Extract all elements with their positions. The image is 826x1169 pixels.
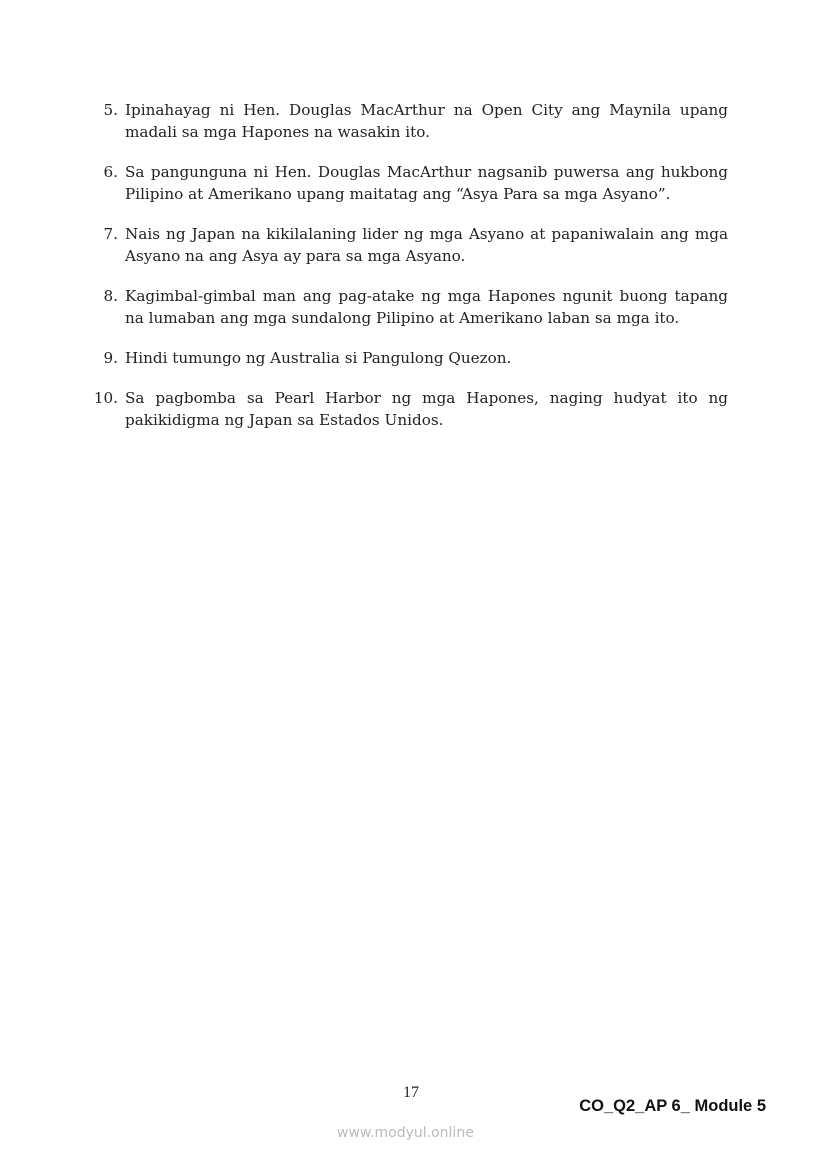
item-text: Ipinahayag ni Hen. Douglas MacArthur na Open City ang Maynila upang madali sa mga Hapones na wasakin ito. <box>125 101 728 141</box>
item-text: Sa pagbomba sa Pearl Harbor ng mga Hapones, naging hudyat ito ng pakikidigma ng Japan sa Estados Unidos. <box>125 389 728 429</box>
page-number: 17 <box>403 1084 419 1101</box>
item-text: Hindi tumungo ng Australia si Pangulong Quezon. <box>125 349 512 367</box>
list-item <box>80 285 728 329</box>
module-code: CO_Q2_AP 6_ Module 5 <box>579 1097 766 1115</box>
list-item <box>80 223 728 267</box>
item-text: Kagimbal-gimbal man ang pag-atake ng mga Hapones ngunit buong tapang na lumaban ang mga sundalong Pilipino at Amerikano laban sa mga ito. <box>125 287 728 327</box>
item-number: 9. <box>103 349 118 367</box>
item-number: 10. <box>93 389 118 407</box>
item-number: 8. <box>103 287 118 305</box>
statement-list <box>80 99 728 449</box>
list-item <box>80 387 728 431</box>
list-item <box>80 347 728 369</box>
item-number: 6. <box>103 163 118 181</box>
list-item <box>80 161 728 205</box>
list-item <box>80 99 728 143</box>
item-text: Nais ng Japan na kikilalaning lider ng mga Asyano at papaniwalain ang mga Asyano na ang Asya ay para sa mga Asyano. <box>125 225 728 265</box>
item-text: Sa pangunguna ni Hen. Douglas MacArthur nagsanib puwersa ang hukbong Pilipino at Amerikano upang maitatag ang “Asya Para sa mga Asyano”. <box>125 163 728 203</box>
watermark: www.modyul.online <box>337 1125 474 1141</box>
item-number: 5. <box>103 101 118 119</box>
item-number: 7. <box>103 225 118 243</box>
